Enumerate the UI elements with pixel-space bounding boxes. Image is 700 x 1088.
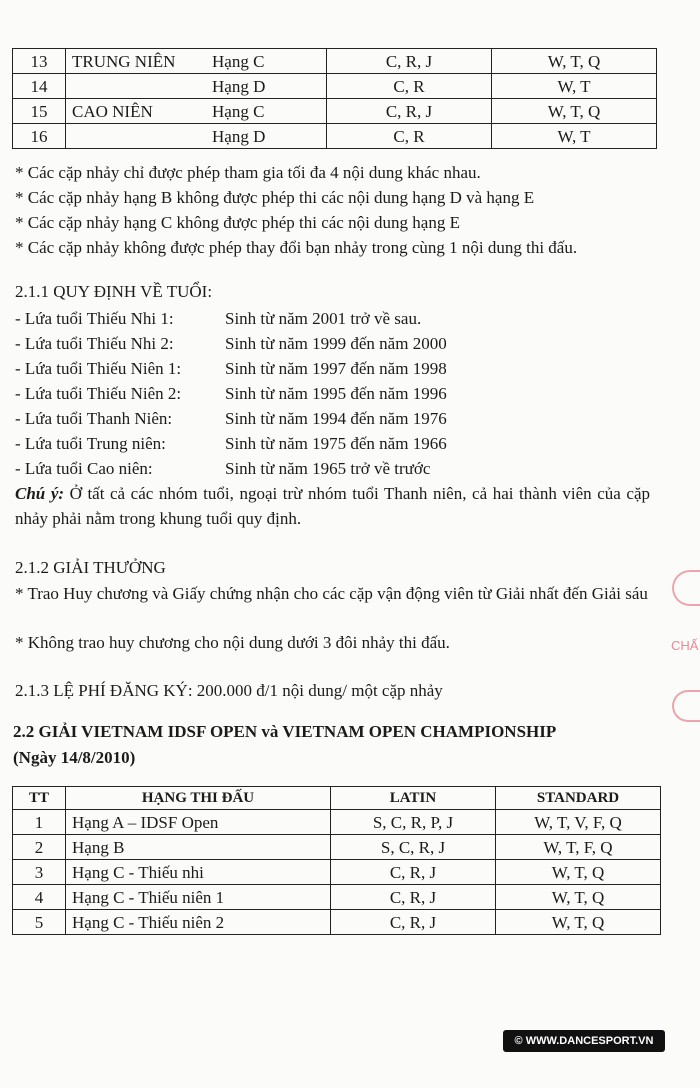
standard-cell: W, T, Q	[496, 885, 661, 910]
age-group: TRUNG NIÊN	[66, 49, 207, 74]
row-number: 3	[13, 860, 66, 885]
list-item	[15, 431, 655, 456]
age-value: Sinh từ năm 1994 đến năm 1976	[225, 409, 447, 428]
row-number: 14	[13, 74, 66, 99]
section-title	[13, 719, 556, 771]
class-cell: Hạng D	[206, 124, 327, 149]
age-label: - Lứa tuổi Thiếu Nhi 2:	[15, 334, 174, 353]
class-cell: Hạng C	[206, 49, 327, 74]
age-label: - Lứa tuổi Thanh Niên:	[15, 409, 173, 428]
row-number: 2	[13, 835, 66, 860]
standard-cell: W, T, Q	[496, 860, 661, 885]
table-row	[13, 860, 661, 885]
class-cell: Hạng D	[206, 74, 327, 99]
table-row	[13, 885, 661, 910]
age-group	[66, 124, 207, 149]
latin-cell: C, R	[327, 124, 492, 149]
watermark-badge: © WWW.DANCESPORT.VN	[503, 1030, 665, 1052]
age-value: Sinh từ năm 2001 trở về sau.	[225, 309, 422, 328]
table-row	[13, 74, 657, 99]
fee-label: 2.1.3 LỆ PHÍ ĐĂNG KÝ:	[15, 681, 193, 700]
standard-cell: W, T, F, Q	[496, 835, 661, 860]
standard-cell: W, T, Q	[492, 49, 657, 74]
fee-value: 200.000 đ/1 nội dung/ một cặp nhảy	[192, 681, 443, 700]
latin-cell: C, R, J	[331, 885, 496, 910]
row-number: 5	[13, 910, 66, 935]
note-line: * Các cặp nhảy hạng B không được phép thi các nội dung hạng D và hạng E	[15, 188, 535, 207]
table-row	[13, 810, 661, 835]
fee-line	[15, 681, 443, 701]
section-date: (Ngày 14/8/2010)	[13, 748, 136, 767]
prize-line: * Không trao huy chương cho nội dung dưới 3 đôi nhảy thi đấu.	[15, 633, 450, 652]
table-row	[13, 99, 657, 124]
list-item	[15, 456, 655, 481]
prize-heading: 2.1.2 GIẢI THƯỞNG	[15, 558, 166, 577]
age-label: - Lứa tuổi Trung niên:	[15, 434, 166, 453]
latin-cell: C, R, J	[331, 860, 496, 885]
class-cell: Hạng C - Thiếu niên 1	[66, 885, 331, 910]
age-note	[15, 481, 650, 531]
latin-cell: C, R, J	[331, 910, 496, 935]
category-table-top	[12, 48, 657, 149]
standard-cell: W, T, V, F, Q	[496, 810, 661, 835]
age-label: - Lứa tuổi Thiếu Niên 2:	[15, 384, 182, 403]
class-cell: Hạng A – IDSF Open	[66, 810, 331, 835]
age-list	[15, 306, 655, 481]
header-standard: STANDARD	[496, 787, 661, 810]
age-label: - Lứa tuổi Thiếu Niên 1:	[15, 359, 182, 378]
list-item	[15, 306, 655, 331]
age-group	[66, 74, 207, 99]
age-value: Sinh từ năm 1999 đến năm 2000	[225, 334, 447, 353]
class-cell: Hạng B	[66, 835, 331, 860]
age-value: Sinh từ năm 1997 đến năm 1998	[225, 359, 447, 378]
age-group: CAO NIÊN	[66, 99, 207, 124]
category-table-idsf	[12, 786, 661, 935]
note-line: * Các cặp nhảy chỉ được phép tham gia tối đa 4 nội dung khác nhau.	[15, 163, 481, 182]
latin-cell: C, R, J	[327, 49, 492, 74]
prize-line: * Trao Huy chương và Giấy chứng nhận cho các cặp vận động viên từ Giải nhất đến Giải sáu	[15, 584, 648, 603]
note-line: * Các cặp nhảy không được phép thay đổi bạn nhảy trong cùng 1 nội dung thi đấu.	[15, 238, 578, 257]
class-cell: Hạng C	[206, 99, 327, 124]
note-text: Ở tất cả các nhóm tuổi, ngoại trừ nhóm tuổi Thanh niên, cả hai thành viên của cặp nhảy phải nằm trong khung tuổi quy định.	[15, 484, 650, 528]
row-number: 16	[13, 124, 66, 149]
age-value: Sinh từ năm 1975 đến năm 1966	[225, 434, 447, 453]
standard-cell: W, T	[492, 74, 657, 99]
header-class: HẠNG THI ĐẤU	[66, 787, 331, 810]
age-value: Sinh từ năm 1995 đến năm 1996	[225, 384, 447, 403]
table-header-row	[13, 787, 661, 810]
table-row	[13, 835, 661, 860]
standard-cell: W, T	[492, 124, 657, 149]
list-item	[15, 381, 655, 406]
class-cell: Hạng C - Thiếu nhi	[66, 860, 331, 885]
latin-cell: C, R, J	[327, 99, 492, 124]
stamp-arc	[672, 690, 700, 722]
header-latin: LATIN	[331, 787, 496, 810]
class-cell: Hạng C - Thiếu niên 2	[66, 910, 331, 935]
latin-cell: S, C, R, P, J	[331, 810, 496, 835]
section-heading: 2.2 GIẢI VIETNAM IDSF OPEN và VIETNAM OPEN CHAMPIONSHIP	[13, 722, 557, 741]
latin-cell: S, C, R, J	[331, 835, 496, 860]
age-value: Sinh từ năm 1965 trở về trước	[225, 459, 431, 478]
row-number: 13	[13, 49, 66, 74]
header-tt: TT	[13, 787, 66, 810]
rules-notes	[15, 160, 655, 260]
row-number: 1	[13, 810, 66, 835]
table-row	[13, 124, 657, 149]
table-row	[13, 910, 661, 935]
note-label: Chú ý:	[15, 484, 65, 503]
list-item	[15, 356, 655, 381]
latin-cell: C, R	[327, 74, 492, 99]
standard-cell: W, T, Q	[496, 910, 661, 935]
table-row	[13, 49, 657, 74]
list-item	[15, 406, 655, 431]
age-label: - Lứa tuổi Cao niên:	[15, 459, 153, 478]
standard-cell: W, T, Q	[492, 99, 657, 124]
stamp-text: CHẤ	[671, 638, 699, 653]
age-heading: 2.1.1 QUY ĐỊNH VỀ TUỔI:	[15, 282, 213, 301]
official-stamp	[660, 570, 700, 720]
row-number: 15	[13, 99, 66, 124]
list-item	[15, 331, 655, 356]
row-number: 4	[13, 885, 66, 910]
stamp-arc	[672, 570, 700, 606]
age-label: - Lứa tuổi Thiếu Nhi 1:	[15, 309, 174, 328]
note-line: * Các cặp nhảy hạng C không được phép thi các nội dung hạng E	[15, 213, 460, 232]
